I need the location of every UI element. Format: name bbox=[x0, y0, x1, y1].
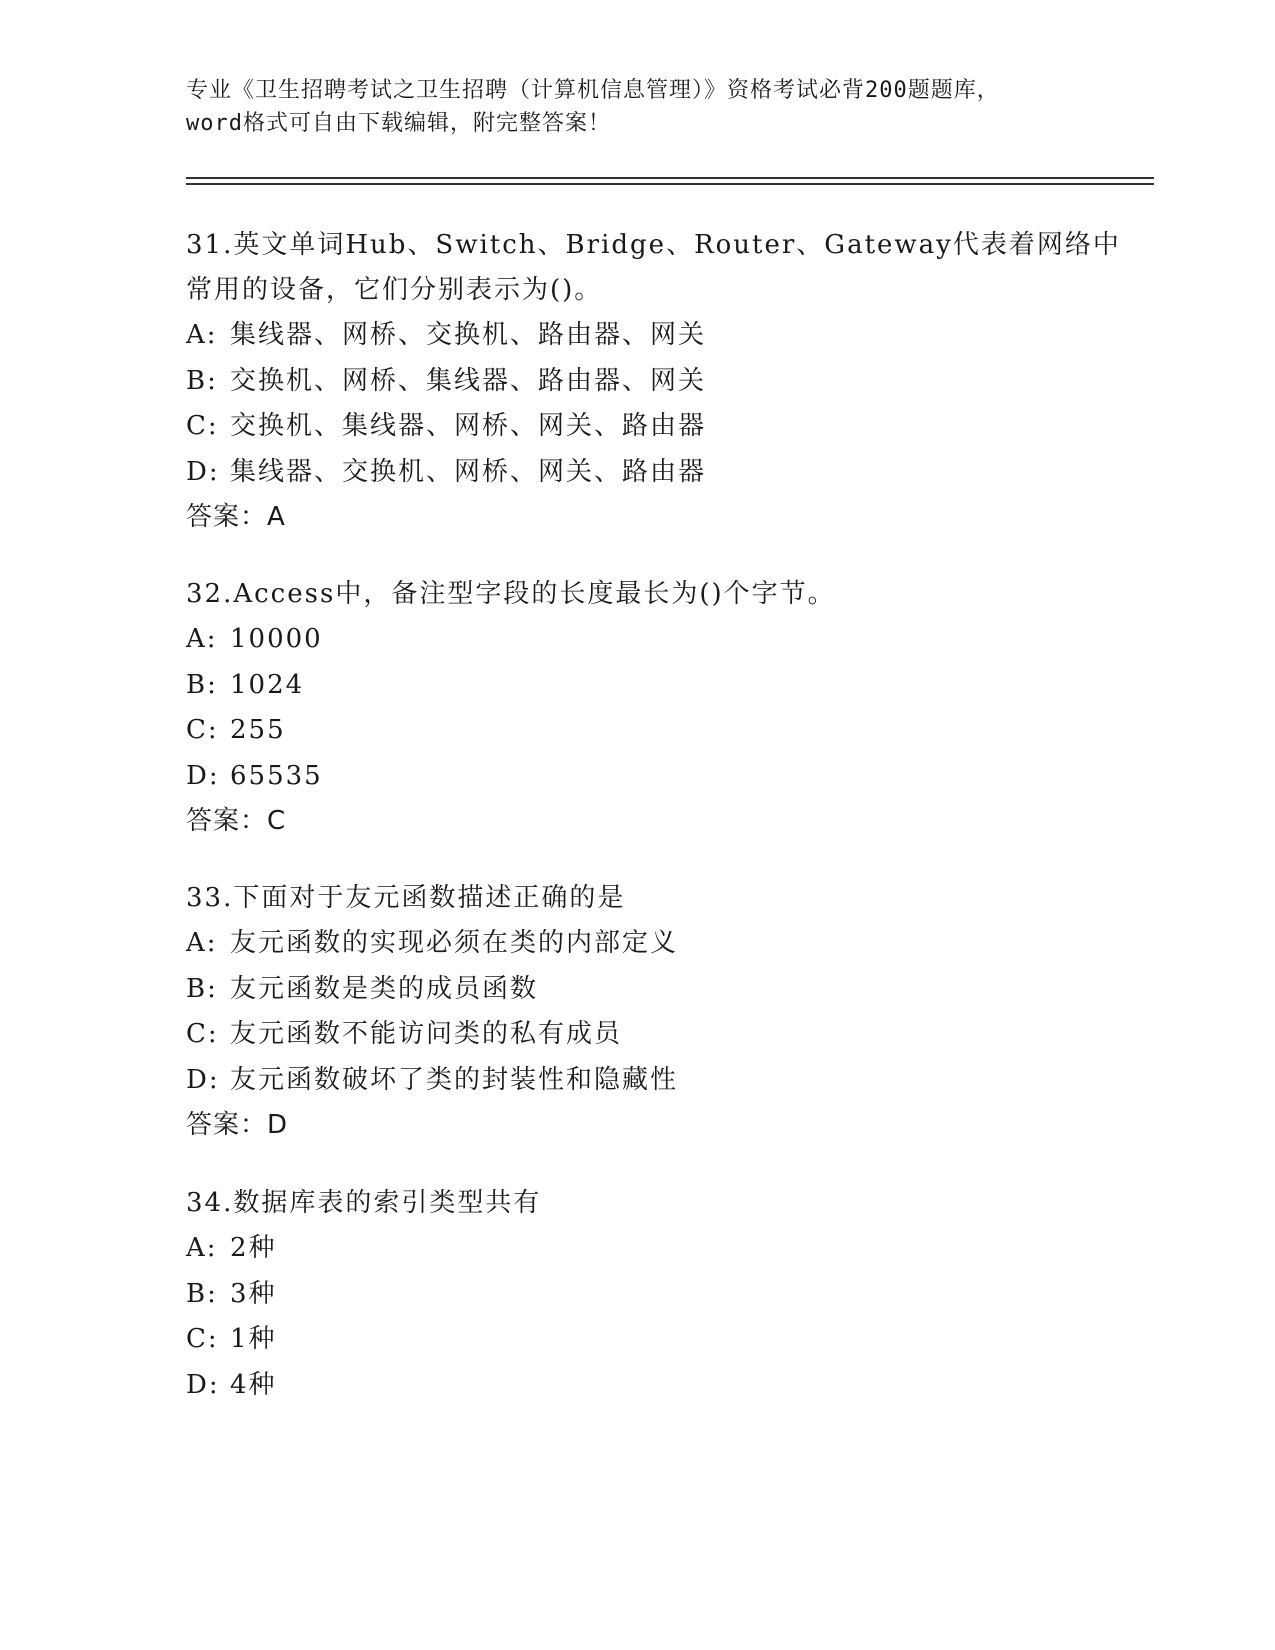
document-header bbox=[186, 74, 1086, 140]
header-divider-bottom bbox=[186, 183, 1154, 185]
question-stem-line: 32.Access中，备注型字段的长度最长为()个字节。 bbox=[186, 579, 836, 609]
option-c bbox=[186, 404, 1086, 450]
question-stem-line: 31.英文单词Hub、Switch、Bridge、Router、Gateway代表着网络中 bbox=[186, 230, 1121, 260]
option-text: 255 bbox=[230, 715, 286, 745]
option-text: 10000 bbox=[230, 624, 323, 654]
option-c bbox=[186, 1012, 1086, 1058]
option-d bbox=[186, 1058, 1086, 1104]
option-letter: A: bbox=[186, 928, 218, 958]
option-letter: C: bbox=[186, 715, 219, 745]
option-letter: A: bbox=[186, 624, 218, 654]
option-letter: B: bbox=[186, 1278, 218, 1309]
option-text: 交换机、集线器、网桥、网关、路由器 bbox=[230, 411, 707, 441]
option-d bbox=[186, 754, 1086, 800]
option-a bbox=[186, 921, 1086, 967]
option-text: 友元函数的实现必须在类的内部定义 bbox=[230, 928, 679, 958]
question-33 bbox=[186, 876, 1086, 1148]
option-text: 4种 bbox=[230, 1369, 277, 1400]
option-b bbox=[186, 967, 1086, 1013]
option-b bbox=[186, 359, 1086, 405]
option-text: 集线器、网桥、交换机、路由器、网关 bbox=[230, 320, 707, 350]
question-34 bbox=[186, 1181, 1086, 1408]
option-letter: C: bbox=[186, 1324, 219, 1354]
answer-label: 答案：A bbox=[186, 502, 286, 532]
option-letter: D: bbox=[186, 760, 220, 791]
option-text: 友元函数不能访问类的私有成员 bbox=[230, 1019, 623, 1049]
option-a bbox=[186, 1226, 1086, 1272]
question-stem-line: 34.数据库表的索引类型共有 bbox=[186, 1188, 542, 1218]
option-letter: B: bbox=[186, 669, 218, 700]
option-letter: D: bbox=[186, 1064, 220, 1095]
question-stem-line: 33.下面对于友元函数描述正确的是 bbox=[186, 883, 626, 913]
option-a bbox=[186, 313, 1086, 359]
question-32 bbox=[186, 572, 1086, 844]
option-letter: D: bbox=[186, 456, 220, 487]
option-c bbox=[186, 1317, 1086, 1363]
answer-label: 答案：C bbox=[186, 806, 287, 836]
option-text: 集线器、交换机、网桥、网关、路由器 bbox=[230, 456, 707, 487]
option-letter: B: bbox=[186, 973, 218, 1004]
option-text: 交换机、网桥、集线器、路由器、网关 bbox=[230, 365, 707, 396]
option-d bbox=[186, 450, 1086, 496]
option-letter: C: bbox=[186, 1019, 219, 1049]
option-text: 2种 bbox=[230, 1233, 277, 1263]
header-divider-top bbox=[186, 177, 1154, 179]
header-line-1: 专业《卫生招聘考试之卫生招聘（计算机信息管理）》资格考试必背200题题库， bbox=[186, 78, 1000, 103]
option-text: 1种 bbox=[230, 1324, 277, 1354]
answer-label: 答案：D bbox=[186, 1110, 289, 1140]
question-31 bbox=[186, 223, 1121, 540]
option-letter: A: bbox=[186, 320, 218, 350]
option-d bbox=[186, 1363, 1086, 1409]
option-letter: A: bbox=[186, 1233, 218, 1263]
option-text: 友元函数是类的成员函数 bbox=[230, 973, 539, 1004]
option-text: 65535 bbox=[230, 760, 323, 791]
option-c bbox=[186, 708, 1086, 754]
option-letter: B: bbox=[186, 365, 218, 396]
option-letter: C: bbox=[186, 411, 219, 441]
option-b bbox=[186, 663, 1086, 709]
option-text: 1024 bbox=[230, 669, 305, 700]
option-a bbox=[186, 617, 1086, 663]
question-stem-line: 常用的设备，它们分别表示为()。 bbox=[186, 275, 603, 305]
header-line-2: word格式可自由下载编辑，附完整答案！ bbox=[186, 111, 611, 136]
option-text: 友元函数破坏了类的封装性和隐藏性 bbox=[230, 1064, 679, 1095]
option-text: 3种 bbox=[230, 1278, 277, 1309]
option-letter: D: bbox=[186, 1369, 220, 1400]
option-b bbox=[186, 1272, 1086, 1318]
